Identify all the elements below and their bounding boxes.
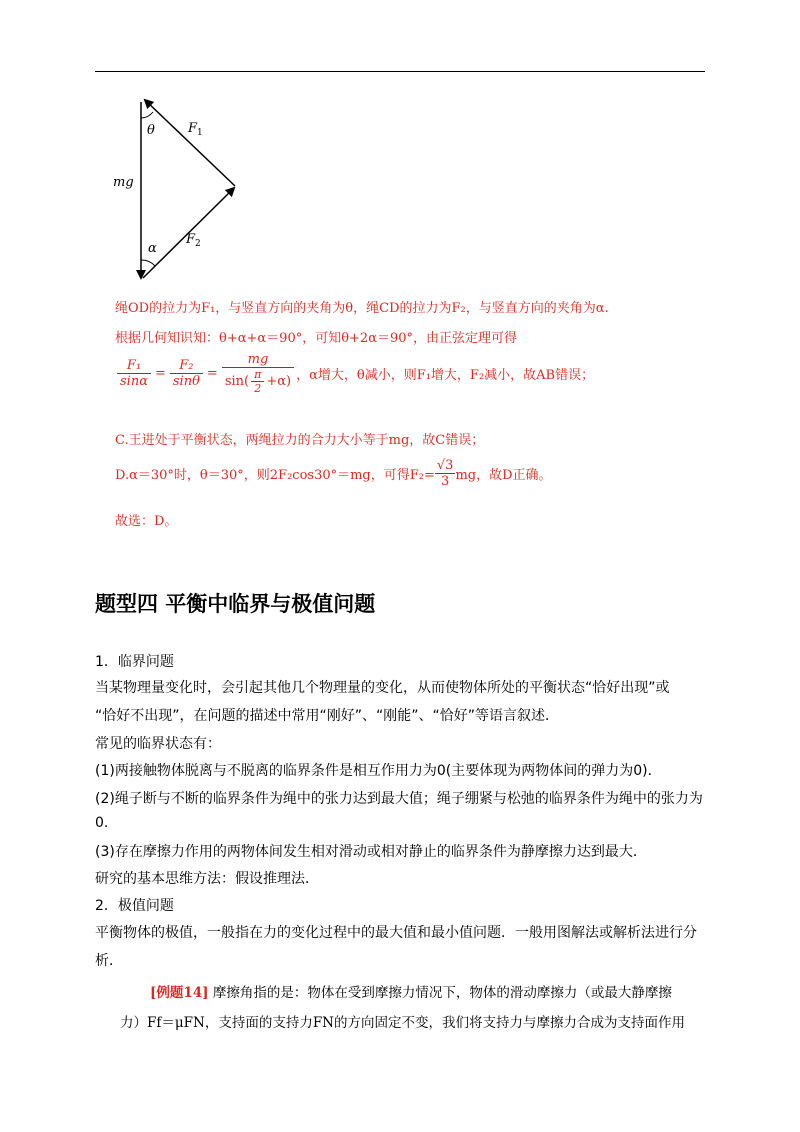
solution-line-2: 根据几何知识知：θ+α+α＝90°，可知θ+2α＝90°，由正弦定理可得 <box>115 331 518 346</box>
f1-label <box>187 121 203 138</box>
body-p7: 0. <box>95 815 109 831</box>
force-triangle-diagram <box>110 90 250 285</box>
body-p1: 1．临界问题 <box>95 654 174 670</box>
mg-label: mg <box>113 175 134 190</box>
body-p12: 析． <box>95 953 123 969</box>
solution-line-1: 绳OD的拉力为F₁，与竖直方向的夹角为θ，绳CD的拉力为F₂，与竖直方向的夹角为α. <box>115 301 609 316</box>
eq-fraction-1 <box>117 358 151 389</box>
alpha-arc <box>141 260 155 266</box>
eq-pi-num: π <box>251 368 264 382</box>
eq-fraction-3-den <box>222 368 294 395</box>
theta-label: θ <box>147 123 155 138</box>
f1-vector <box>145 100 235 186</box>
alpha-label: α <box>148 241 157 256</box>
eq-fraction-3-num: mg <box>222 352 294 368</box>
f2-label <box>185 232 201 249</box>
eq-fraction-1-den: sinα <box>120 374 148 389</box>
solution-line-d-suffix: mg，故D正确。 <box>455 468 552 483</box>
f2-label-sub: 2 <box>195 239 201 249</box>
eq-pi-den: 2 <box>254 382 262 395</box>
sqrt3-over-3 <box>435 458 456 489</box>
eq-fraction-2-num: F₂ <box>170 358 203 374</box>
eq-pi-over-2 <box>251 368 264 395</box>
eq-sign-2: = <box>206 366 218 381</box>
eq-sin-prefix: sin( <box>224 374 250 389</box>
f2-label-base: F <box>186 232 196 247</box>
body-p2: 当某物理量变化时，会引起其他几个物理量的变化，从而使物体所处的平衡状态“恰好出现”或 <box>95 680 670 696</box>
example-line-2: 力）Ff＝μFN，支持面的支持力FN的方向固定不变，我们将支持力与摩擦力合成为支持面作用 <box>120 1015 685 1031</box>
body-p3: “恰好不出现”，在问题的描述中常用“刚好”、“刚能”、“恰好”等语言叙述． <box>95 708 560 724</box>
eq-sin-suffix: +α) <box>266 374 292 389</box>
eq-tail-text: ，α增大，θ减小，则F₁增大，F₂减小，故AB错误； <box>296 368 595 383</box>
body-p4: 常见的临界状态有： <box>95 736 221 752</box>
body-p9: 研究的基本思维方法：假设推理法． <box>95 871 319 887</box>
example-line-1-text: 摩擦角指的是：物体在受到摩擦力情况下，物体的滑动摩擦力（或最大静摩擦 <box>208 985 672 1001</box>
example-line-1 <box>150 981 672 1001</box>
f1-label-sub: 1 <box>197 128 203 138</box>
eq-fraction-3 <box>222 352 294 395</box>
f1-label-base: F <box>188 121 198 136</box>
solution-line-d <box>115 458 552 489</box>
body-p6: (2)绳子断与不断的临界条件为绳中的张力达到最大值；绳子绷紧与松弛的临界条件为绳中的张力为 <box>95 791 703 807</box>
body-p11: 平衡物体的极值，一般指在力的变化过程中的最大值和最小值问题．一般用图解法或解析法进行分 <box>95 925 697 941</box>
eq-sign-1: = <box>154 366 166 381</box>
body-p10: 2．极值问题 <box>95 898 174 914</box>
sqrt3-num: √3 <box>436 458 454 473</box>
section-title: 题型四 平衡中临界与极值问题 <box>95 592 376 616</box>
theta-arc <box>141 112 153 118</box>
eq-fraction-2 <box>170 358 203 389</box>
sine-rule-equation <box>115 352 594 395</box>
sqrt3-den: 3 <box>441 474 450 489</box>
solution-line-d-prefix: D.α＝30°时，θ＝30°，则2F₂cos30°＝mg，可得F₂= <box>115 468 435 483</box>
example-label: [例题14] <box>150 985 209 1001</box>
eq-fraction-1-num: F₁ <box>117 358 151 374</box>
answer-line: 故选：D。 <box>115 514 178 529</box>
body-p8: (3)存在摩擦力作用的两物体间发生相对滑动或相对静止的临界条件为静摩擦力达到最大． <box>95 844 647 860</box>
eq-fraction-2-den: sinθ <box>172 374 200 389</box>
body-p5: (1)两接触物体脱离与不脱离的临界条件是相互作用力为0(主要体现为两物体间的弹力为0)． <box>95 763 662 779</box>
header-rule <box>95 71 705 72</box>
solution-line-c: C.王进处于平衡状态，两绳拉力的合力大小等于mg，故C错误； <box>115 433 485 448</box>
